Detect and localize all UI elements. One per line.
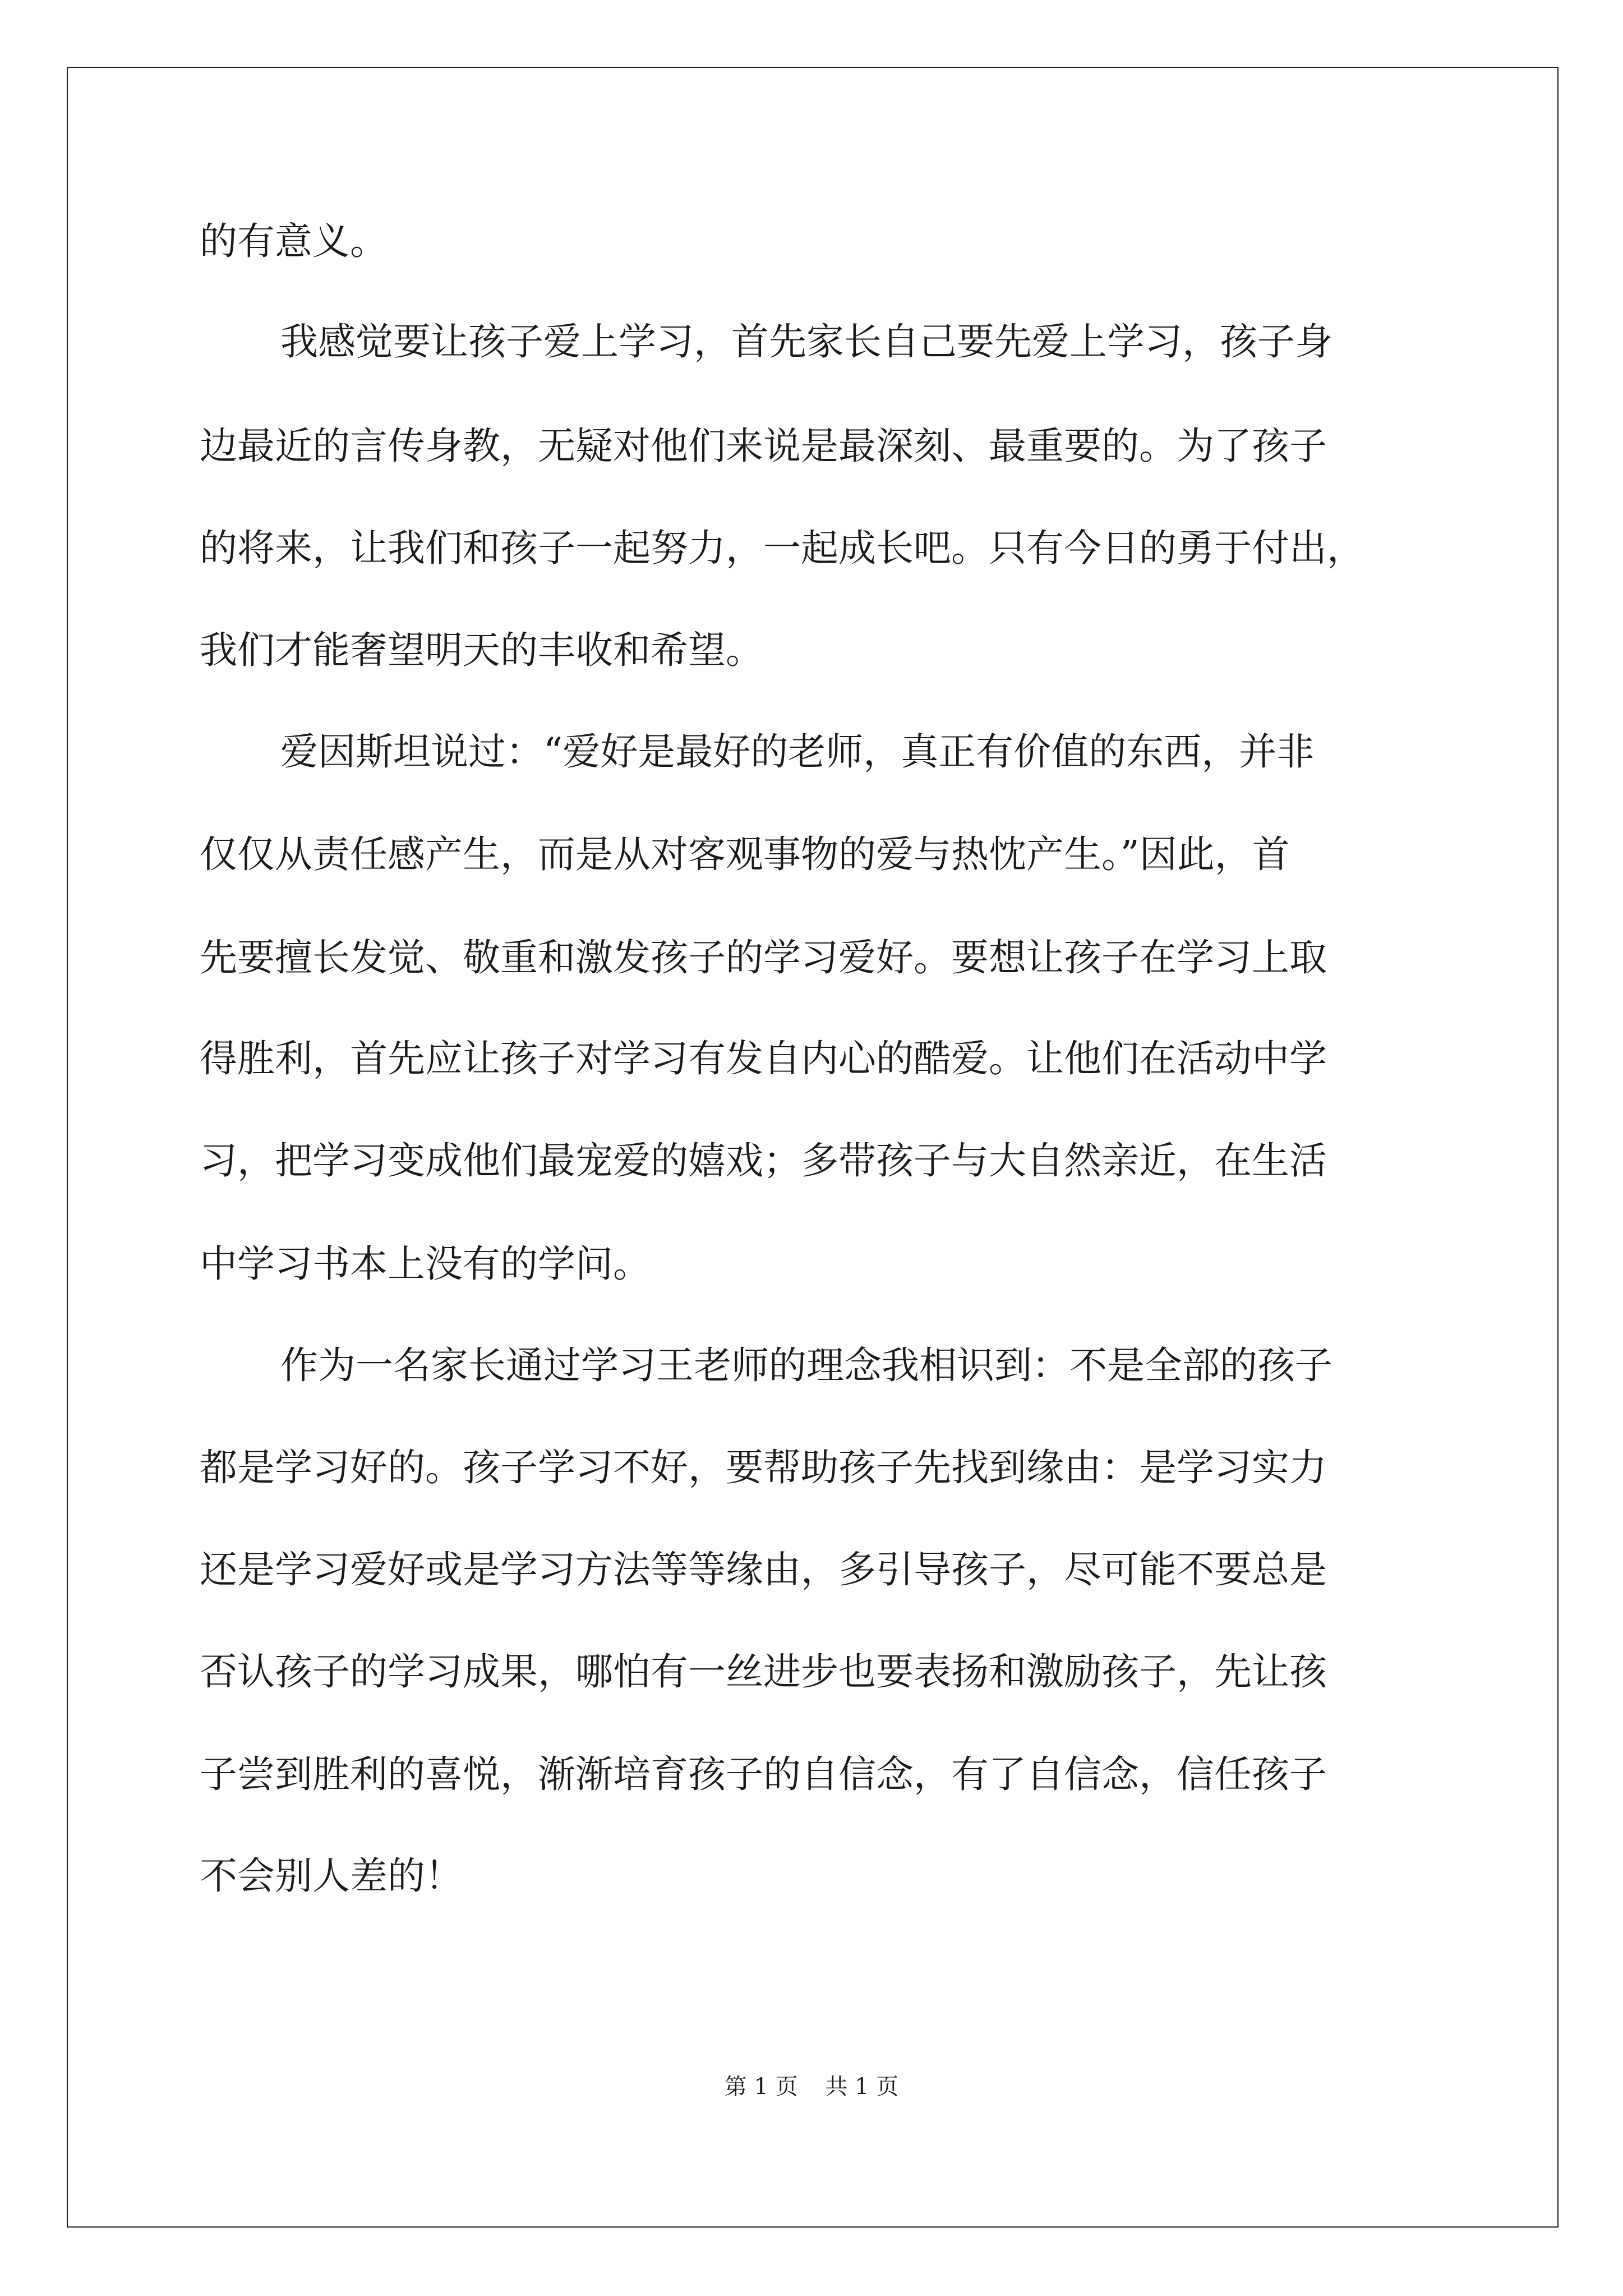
text-line: 作为一名家长通过学习王老师的理念我相识到：不是全部的孩子 <box>280 1343 1332 1387</box>
text-line: 的有意义。 <box>200 219 388 263</box>
text-line: 都是学习好的。孩子学习不好，要帮助孩子先找到缘由：是学习实力 <box>200 1446 1327 1489</box>
text-line: 先要擅长发觉、敬重和激发孩子的学习爱好。要想让孩子在学习上取 <box>200 936 1327 979</box>
text-line: 否认孩子的学习成果，哪怕有一丝进步也要表扬和激励孩子，先让孩 <box>200 1650 1327 1694</box>
page-footer <box>0 2071 1623 2102</box>
text-line: 中学习书本上没有的学问。 <box>200 1242 651 1286</box>
text-line: 不会别人差的！ <box>200 1854 463 1898</box>
page-number: 第 1 页 <box>724 2074 798 2100</box>
text-line: 的将来，让我们和孩子一起努力，一起成长吧。只有今日的勇于付出， <box>200 526 1364 570</box>
text-line: 习，把学习变成他们最宠爱的嬉戏；多带孩子与大自然亲近，在生活 <box>200 1139 1327 1182</box>
text-line: 我们才能奢望明天的丰收和希望。 <box>200 628 763 672</box>
text-line: 还是学习爱好或是学习方法等等缘由，多引导孩子，尽可能不要总是 <box>200 1548 1327 1591</box>
text-line: 得胜利，首先应让孩子对学习有发自内心的酷爱。让他们在活动中学 <box>200 1037 1327 1080</box>
text-line: 子尝到胜利的喜悦，渐渐培育孩子的自信念，有了自信念，信任孩子 <box>200 1752 1327 1796</box>
text-line: 爱因斯坦说过：“爱好是最好的老师，真正有价值的东西，并非 <box>280 730 1315 774</box>
text-line: 我感觉要让孩子爱上学习，首先家长自己要先爱上学习，孩子身 <box>280 320 1332 364</box>
page-total: 共 1 页 <box>825 2074 899 2100</box>
text-line: 仅仅从责任感产生，而是从对客观事物的爱与热忱产生。”因此，首 <box>200 832 1290 876</box>
text-line: 边最近的言传身教，无疑对他们来说是最深刻、最重要的。为了孩子 <box>200 424 1327 468</box>
